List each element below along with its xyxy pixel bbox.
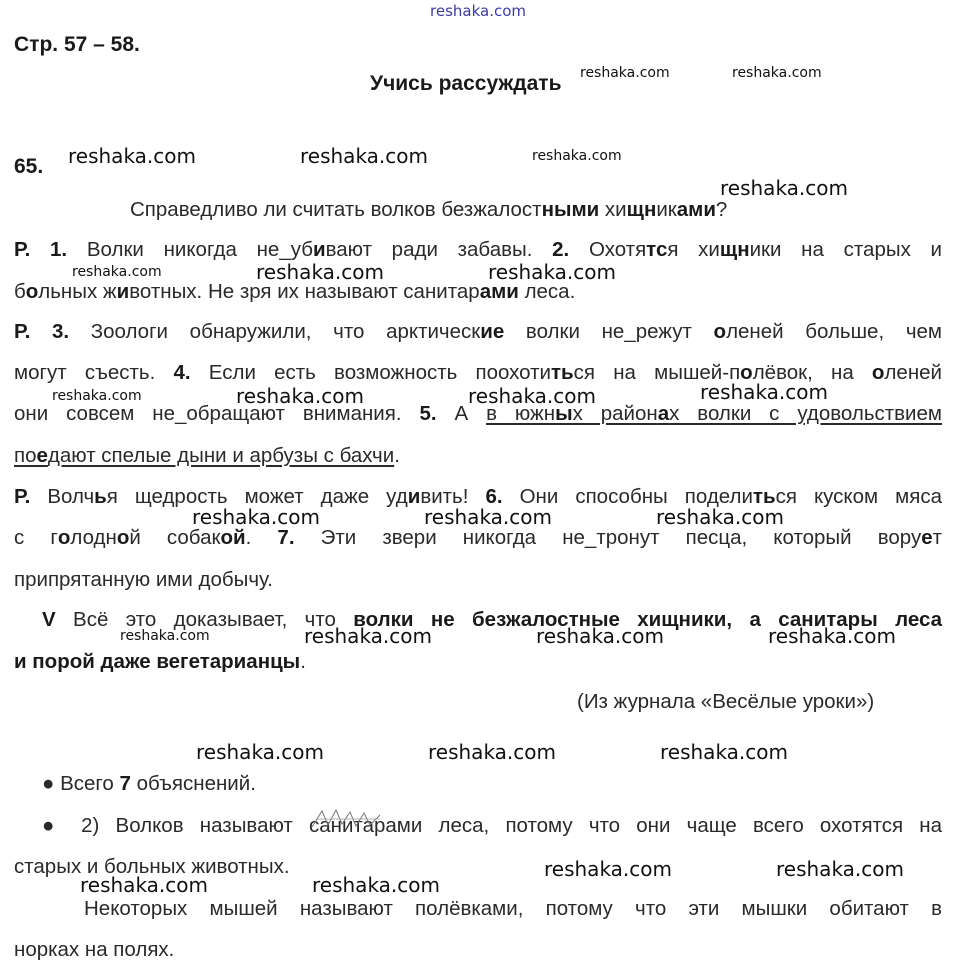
section-title: Учись рассуждать [370, 72, 562, 95]
watermark: reshaka.com [468, 384, 596, 408]
paragraph-3-line-2: с голодной собакой. 7. Эти звери никогда не_тронут песца, который ворует [14, 526, 942, 549]
watermark: reshaka.com [732, 65, 822, 81]
answer-1: ● Всего 7 объяснений. [42, 772, 256, 795]
watermark: reshaka.com [660, 740, 788, 764]
paragraph-2-line-4: поедают спелые дыни и арбузы с бахчи. [14, 444, 400, 467]
watermark: reshaka.com [256, 260, 384, 284]
paragraph-2-line-3: они совсем не_обращают внимания. 5. А в южных районах волки с удовольствием [14, 402, 943, 425]
watermark: reshaka.com [700, 380, 828, 404]
watermark: reshaka.com [312, 873, 440, 897]
watermark: reshaka.com [120, 628, 210, 644]
watermark: reshaka.com [300, 144, 428, 168]
source-citation: (Из журнала «Весёлые уроки») [577, 690, 875, 713]
answer-2-line-1: ● 2) Волков называют санитарами леса, потому что они чаще всего охотятся на [42, 814, 942, 837]
watermark: reshaka.com [488, 260, 616, 284]
paragraph-3-line-1: Р. Волчья щедрость может даже удивить! 6. Они способны поделиться куском мяса [14, 485, 942, 508]
watermark: reshaka.com [72, 264, 162, 280]
watermark: reshaka.com [192, 505, 320, 529]
watermark: reshaka.com [720, 176, 848, 200]
watermark: reshaka.com [656, 505, 784, 529]
watermark: reshaka.com [424, 505, 552, 529]
paragraph-1-line-2: больных животных. Не зря их называют санитарами леса. [14, 280, 576, 303]
page-reference: Стр. 57 – 58. [14, 33, 140, 56]
watermark: reshaka.com [580, 65, 670, 81]
watermark: reshaka.com [236, 384, 364, 408]
watermark: reshaka.com [776, 857, 904, 881]
watermark: reshaka.com [196, 740, 324, 764]
paragraph-3-line-3: припрятанную ими добычу. [14, 568, 273, 591]
watermark: reshaka.com [532, 148, 622, 164]
paragraph-1-line-1: Р. 1. Волки никогда не_убивают ради забавы. 2. Охотятся хищники на старых и [14, 238, 943, 261]
answer-2-line-2: старых и больных животных. [14, 855, 290, 878]
conclusion-line-1: V Всё это доказывает, что волки не безжалостные хищники, а санитары леса [42, 608, 943, 631]
watermark: reshaka.com [304, 624, 432, 648]
watermark: reshaka.com [536, 624, 664, 648]
watermark: reshaka.com [52, 388, 142, 404]
conclusion-line-2: и порой даже вегетарианцы. [14, 650, 306, 673]
watermark: reshaka.com [768, 624, 896, 648]
exercise-number: 65. [14, 155, 44, 178]
watermark: reshaka.com [68, 144, 196, 168]
answer-3-line-1: Некоторых мышей называют полёвками, потому что эти мышки обитают в [84, 897, 942, 920]
watermark: reshaka.com [428, 740, 556, 764]
question-line: Справедливо ли считать волков безжалостными хищниками? [130, 198, 728, 221]
paragraph-2-line-2: могут съесть. 4. Если есть возможность поохотиться на мышей-полёвок, на оленей [14, 361, 942, 384]
answer-3-line-2: норках на полях. [14, 938, 175, 961]
watermark: reshaka.com [80, 873, 208, 897]
watermark: reshaka.com [430, 2, 526, 20]
paragraph-2-line-1: Р. 3. Зоологи обнаружили, что арктические волки не_режут оленей больше, чем [14, 320, 943, 343]
pencil-scribble [310, 805, 390, 835]
watermark: reshaka.com [544, 857, 672, 881]
